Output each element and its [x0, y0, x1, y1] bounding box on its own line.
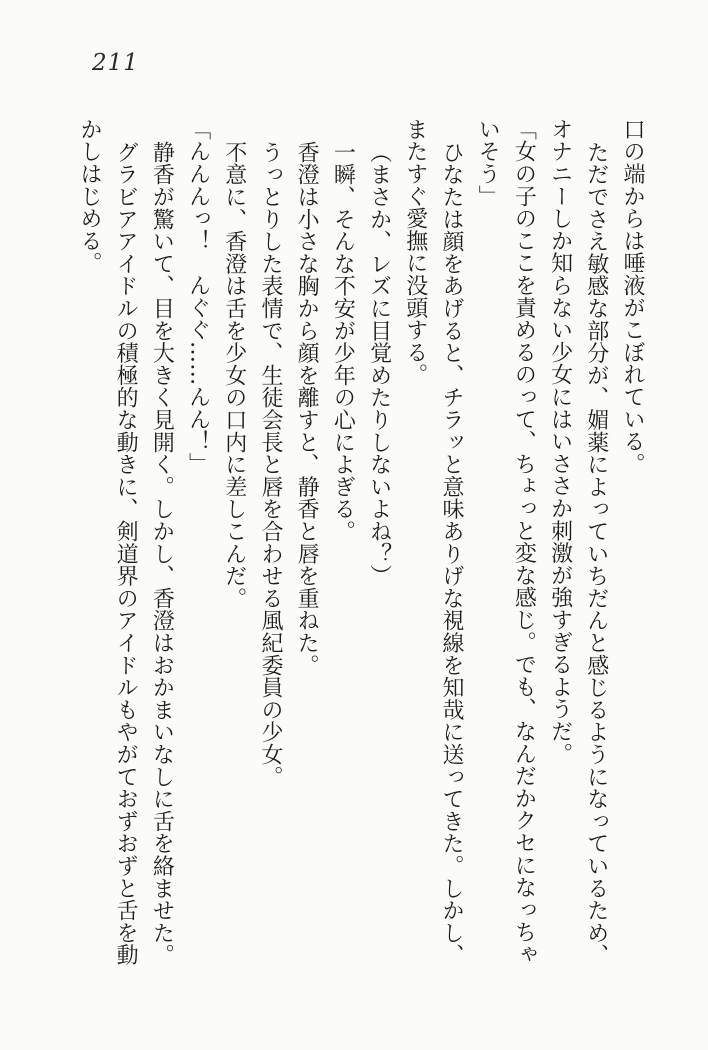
text-line-1: 口の端からは唾液がこぼれている。 [620, 118, 645, 475]
text-line-2: ただでさえ敏感な部分が、媚薬によっていちだんと感じるようになっているため、 [583, 140, 609, 966]
text-line-16: かしはじめる。 [76, 118, 102, 275]
text-line-13: 「んんんっ！ んぐぐ……んん！」 [185, 118, 211, 475]
text-line-6: ひなたは顔をあげると、チラッと意味ありげな視線を知哉に送ってきた。しかし、 [438, 140, 464, 966]
text-line-12: 不意に、香澄は舌を少女の口内に差しこんだ。 [221, 140, 247, 609]
body-text [71, 118, 650, 966]
text-line-9: 一瞬、そんな不安が少年の心によぎる。 [330, 140, 356, 542]
text-line-4: 「女の子のここを責めるのって、ちょっと変な感じ。でも、なんだかクセになっちゃ [511, 118, 537, 966]
text-line-14: 静香が驚いて、目を大きく見開く。しかし、香澄はおかまいなしに舌を絡ませた。 [149, 140, 175, 966]
text-line-5: いそう」 [475, 118, 501, 208]
text-line-15: グラビアアイドルの積極的な動きに、剣道界のアイドルもやがておずおずと舌を動 [113, 140, 139, 966]
text-line-11: うっとりした表情で、生徒会長と唇を合わせる風紀委員の少女。 [257, 140, 283, 788]
text-line-10: 香澄は小さな胸から顔を離すと、静香と唇を重ねた。 [294, 140, 320, 676]
text-line-3: オナニーしか知らない少女にはいささか刺激が強すぎるようだ。 [547, 118, 573, 765]
page-number: 211 [92, 50, 139, 76]
text-line-8: （まさか、レズに目覚めたりしないよね？） [366, 140, 392, 587]
text-line-7: またすぐ愛撫に没頭する。 [402, 118, 428, 386]
